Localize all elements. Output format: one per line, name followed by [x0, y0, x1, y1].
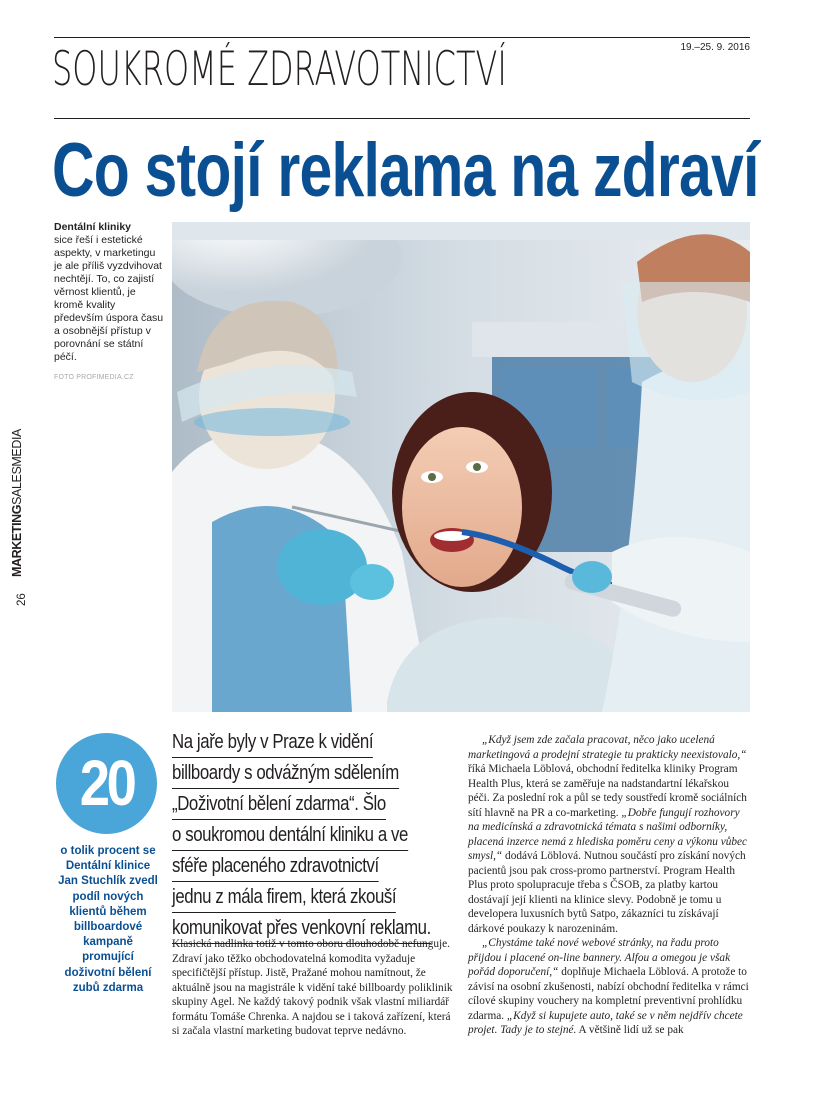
lead-line: „Doživotní bělení zdarma“. Šlo	[172, 789, 512, 820]
body-paragraph: „Když jsem zde začala pracovat, něco jako ucelená marketingová a prodejní strategie tu prakticky neexistovalo,“ říká Michaela Löblová, obchodní ředitelka kliniky Program Health Plus, která se zaměřuje na nadstandartní lékařskou péči. Za poslední rok a půl se tedy soustředí kromě sociálních sítí hlavně na PR a co-marketing. „Dobře fungují rozhovory na medicínská a zdravotnická témata s našimi odborníky, placená inzerce nemá z hlediska poměru ceny a výkonu vůbec smysl,“ dodává Löblová. Nutnou součástí pro získání nových pacientů jsou pak cross-promo partnerství. Program Health Plus proto spolupracuje třeba s ČSOB, za platby kartou dostávají její klienti na klinice slevy. Podobně je tomu u developera luxusních bytů Satpo, zákazníci tu získávají dárkové poukazy k narozeninám.	[468, 734, 748, 935]
top-rule	[54, 37, 750, 38]
side-label-sales: SALES	[10, 466, 24, 505]
magazine-side-label	[10, 429, 30, 577]
issue-date: 19.–25. 9. 2016	[680, 42, 750, 53]
stat-description: o tolik procent se Dentální klinice Jan Stuchlík zvedl podíl nových klientů během billboardové kampaně promující doživotní bělení zubů zdarma	[58, 845, 158, 994]
body-column-right	[468, 733, 751, 1038]
lead-line: jednu z mála firem, která zkouší	[172, 882, 512, 913]
photo-caption	[54, 221, 166, 364]
lead-line: sféře placeného zdravotnictví	[172, 851, 512, 882]
photo-credit: FOTO PROFIMEDIA.CZ	[54, 374, 134, 381]
dental-clinic-photo	[172, 222, 750, 712]
lead-line: Na jaře byly v Praze k vidění	[172, 727, 512, 758]
stat-value: 20	[79, 747, 134, 819]
header-rule	[54, 118, 750, 119]
caption-bold: Dentální kliniky	[54, 221, 132, 233]
side-label-media: MEDIA	[10, 429, 24, 467]
stat-circle	[56, 733, 157, 834]
body-column-left	[172, 937, 454, 1039]
lead-line: billboardy s odvážným sdělením	[172, 758, 512, 789]
page-number: 26	[16, 593, 28, 606]
side-label-marketing: MARKETING	[10, 504, 24, 577]
dentist-patient-illustration	[172, 222, 750, 712]
lead-paragraph	[172, 727, 512, 944]
lead-line: o soukromou dentální kliniku a ve	[172, 820, 512, 851]
body-paragraph: Klasická nadlinka totiž v tomto oboru dlouhodobě nefunguje. Zdraví jako těžko obchodovatelná komodita vyžaduje specifičtější přístup. Jistě, Pražané mohou namítnout, že aktuálně jsou na magistrále k vidění také billboardy poliklinik skupiny Agel. Ne každý takový podnik však vlastní miliardář formátu Tomáše Chrenka. A najdou se i taková zařízení, která si začala vlastní marketing budovat teprve nedávno.	[172, 938, 453, 1037]
body-paragraph: „Chystáme také nové webové stránky, na řadu proto přijdou i placené on-line bannery. Alfou a omegou je však pořád doporučení,“ doplňuje Michaela Löblová. A protože to závisí na osobní zkušenosti, nabízí obchodní ředitelka v rámci cílové skupiny vouchery na kompletní preventivní prohlídku zdarma. „Když si kupujete auto, také se v něm nejdřív chcete projet. Tady je to stejné. A většině lidí už se pak	[468, 937, 749, 1036]
lead-line: komunikovat přes venkovní reklamu.	[172, 913, 512, 944]
headline: Co stojí reklama na zdraví	[52, 128, 759, 213]
section-title: SOUKROMÉ ZDRAVOTNICTVÍ	[52, 42, 507, 97]
caption-text: sice řeší i estetické aspekty, v marketingu je ale příliš vyzdvihovat nechtějí. To, co zajistí věrnost klientů, je kromě kvality především úspora času a osobnější přístup v porovnání se státní péčí.	[54, 234, 164, 363]
